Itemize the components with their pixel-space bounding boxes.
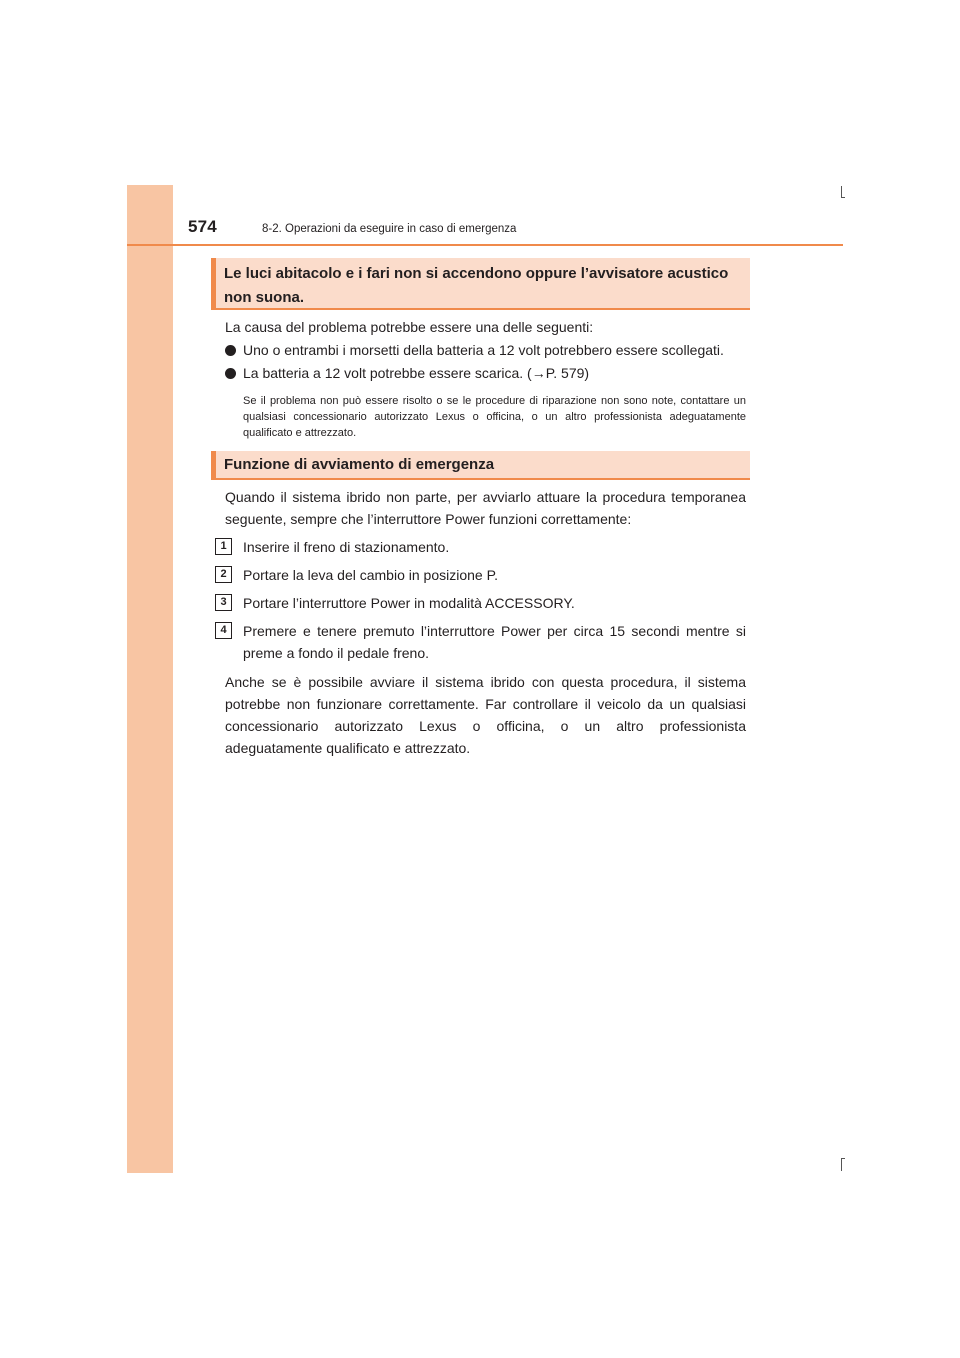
heading-emergency-start: Funzione di avviamento di emergenza — [211, 451, 750, 480]
chapter-side-tab — [127, 185, 173, 1173]
causes-intro: La causa del problema potrebbe essere una delle seguenti: — [225, 319, 594, 335]
bullet-dot-icon — [225, 345, 236, 356]
step-number-badge: 4 — [215, 622, 232, 639]
crop-mark-bottom — [841, 1158, 842, 1171]
crop-mark-top — [841, 186, 842, 198]
heading-lights-horn: Le luci abitacolo e i fari non si accendono oppure l’avvisatore acustico non suona. — [211, 258, 750, 310]
header-divider — [127, 244, 843, 246]
page-number: 574 — [188, 217, 217, 236]
bullet-dot-icon — [225, 368, 236, 379]
dealer-note: Se il problema non può essere risolto o se le procedure di riparazione non sono note, contattare un qualsiasi concessionario autorizzato Lexus o officina, o un altro professionista adeguatamente qualificato e attrezzato. — [243, 395, 746, 439]
step-number-badge: 1 — [215, 538, 232, 555]
emergency-intro: Quando il sistema ibrido non parte, per avviarlo attuare la procedura temporanea seguente, sempre che l’interruttore Power funzioni correttamente: — [225, 489, 746, 527]
closing-paragraph: Anche se è possibile avviare il sistema ibrido con questa procedura, il sistema potrebbe non funzionare correttamente. Far controllare il veicolo da un qualsiasi concessionario autorizzato Lexus o officina, o un altro professionista adeguatamente qualificato e attrezzato. — [225, 674, 746, 756]
step-number-badge: 3 — [215, 594, 232, 611]
section-title: 8-2. Operazioni da eseguire in caso di emergenza — [262, 223, 517, 235]
step-number-badge: 2 — [215, 566, 232, 583]
